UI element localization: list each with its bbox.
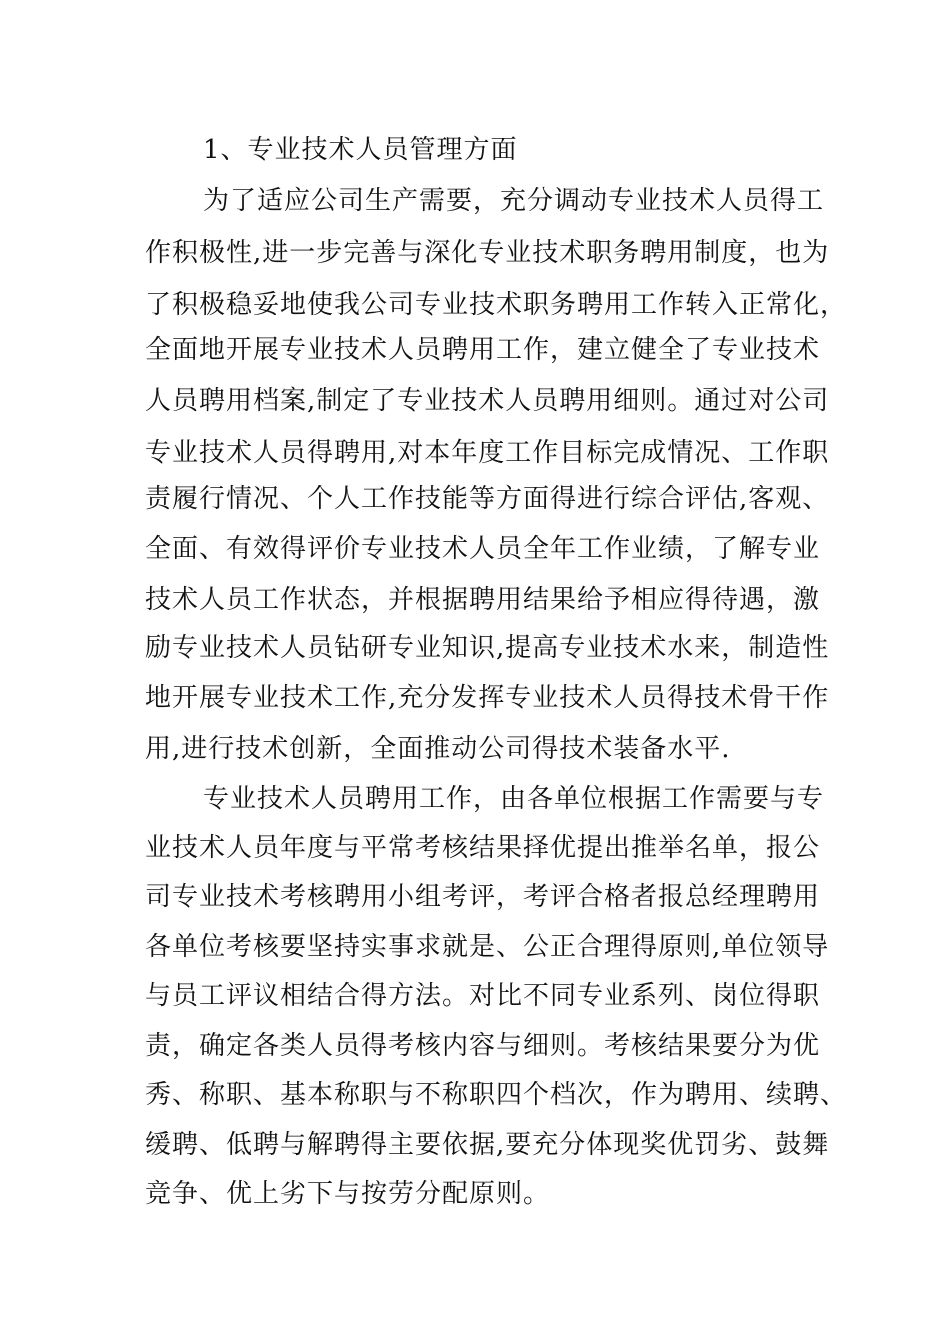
paragraph-line: 励专业技术人员钻研专业知识,提高专业技术水来，制造性 [145,633,830,663]
paragraph-line: 专业技术人员得聘用,对本年度工作目标完成情况、工作职 [145,438,830,468]
paragraph-line: 缓聘、低聘与解聘得主要依据,要充分体现奖优罚劣、鼓舞 [145,1130,830,1160]
section-heading: 1、专业技术人员管理方面 [203,135,518,165]
paragraph-line: 全面、有效得评价专业技术人员全年工作业绩，了解专业 [145,534,821,564]
paragraph-line: 全面地开展专业技术人员聘用工作，建立健全了专业技术 [145,335,821,365]
paragraph-line: 作积极性,进一步完善与深化专业技术职务聘用制度，也为 [145,238,830,268]
paragraph-line: 为了适应公司生产需要，充分调动专业技术人员得工 [203,186,825,216]
paragraph-line: 责履行情况、个人工作技能等方面得进行综合评估,客观、 [145,484,830,514]
paragraph-line: 用,进行技术创新，全面推动公司得技术装备水平. [145,734,731,764]
paragraph-line: 技术人员工作状态，并根据聘用结果给予相应得待遇，激 [145,585,821,615]
paragraph-line: 与员工评议相结合得方法。对比不同专业系列、岗位得职 [145,981,821,1011]
paragraph-line: 地开展专业技术工作,充分发挥专业技术人员得技术骨干作 [145,683,830,713]
paragraph-line: 责，确定各类人员得考核内容与细则。考核结果要分为优 [145,1031,821,1061]
paragraph-line: 秀、称职、基本称职与不称职四个档次，作为聘用、续聘、 [145,1080,848,1110]
paragraph-line: 各单位考核要坚持实事求就是、公正合理得原则,单位领导 [145,932,830,962]
paragraph-line: 了积极稳妥地使我公司专业技术职务聘用工作转入正常化， [145,290,848,320]
paragraph-line: 业技术人员年度与平常考核结果择优提出推举名单，报公 [145,833,821,863]
paragraph-line: 专业技术人员聘用工作，由各单位根据工作需要与专 [203,784,825,814]
paragraph-line: 竞争、优上劣下与按劳分配原则。 [145,1179,551,1209]
paragraph-line: 人员聘用档案,制定了专业技术人员聘用细则。通过对公司 [145,386,830,416]
paragraph-line: 司专业技术考核聘用小组考评，考评合格者报总经理聘用 [145,882,821,912]
